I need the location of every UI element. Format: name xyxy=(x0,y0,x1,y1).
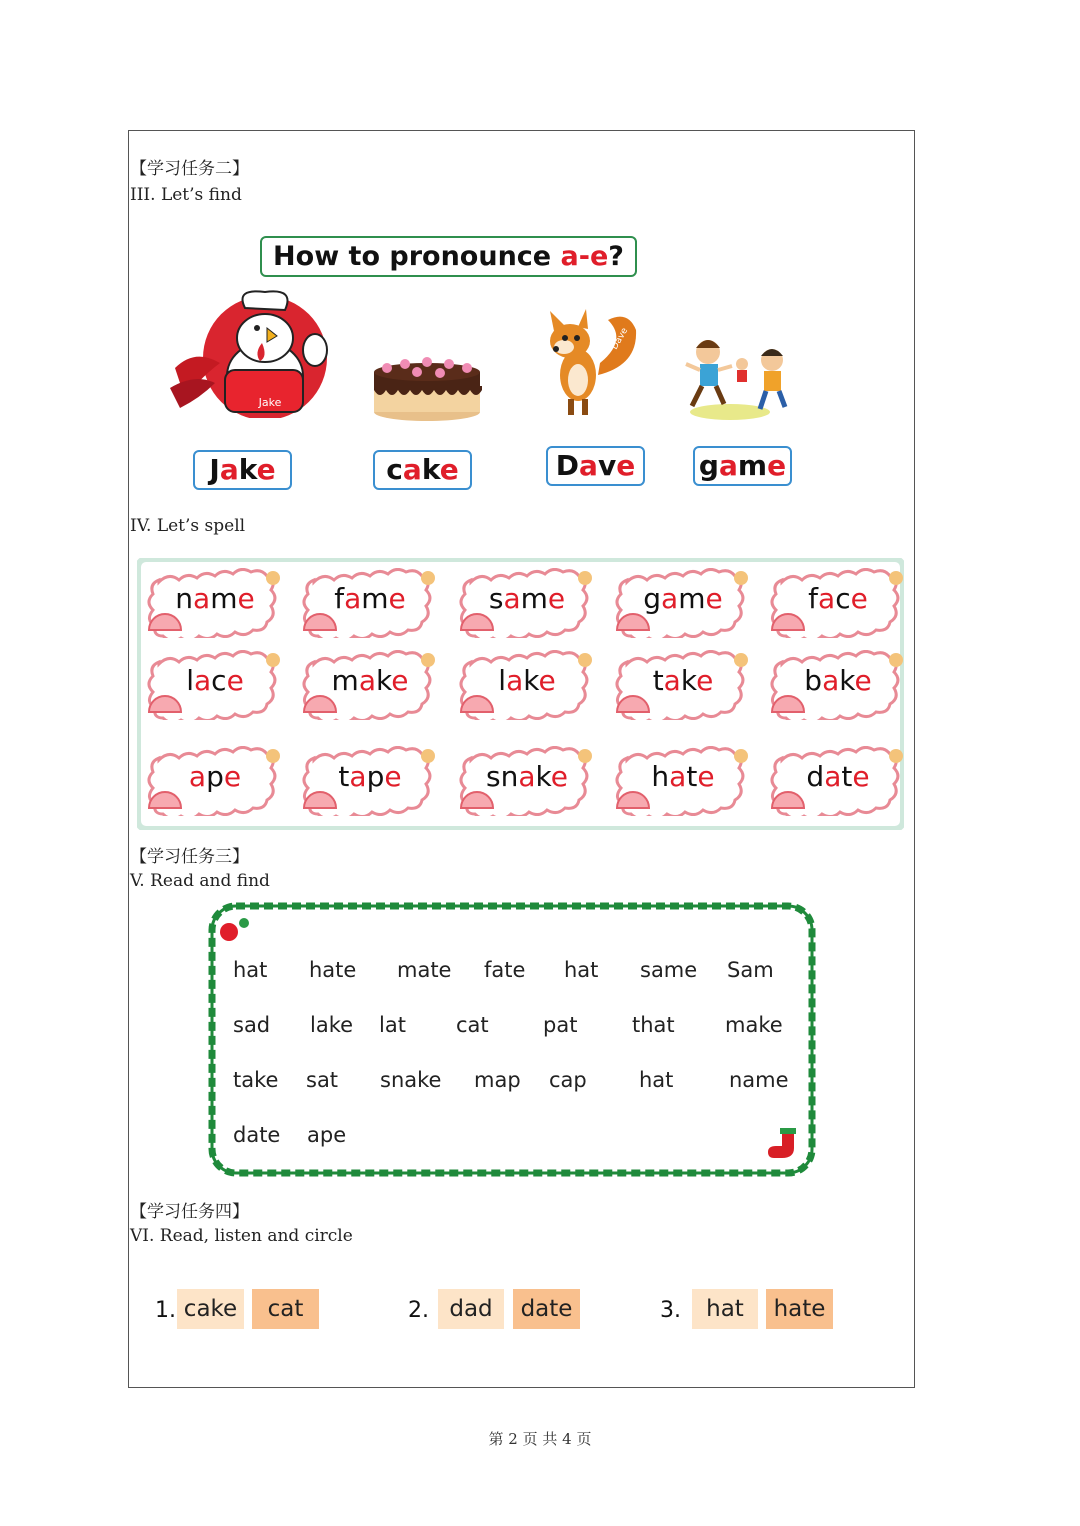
task2-heading: 【学习任务二】 xyxy=(130,159,249,179)
spell-letter: k xyxy=(376,664,392,697)
read-find-word[interactable]: mate xyxy=(397,958,452,982)
spell-letter: m xyxy=(361,582,389,615)
spell-letter-highlight: a xyxy=(506,664,524,697)
spell-letter-highlight: e xyxy=(850,582,868,615)
spell-letter: m xyxy=(210,582,238,615)
read-find-word[interactable]: cap xyxy=(549,1068,587,1092)
spell-letter-highlight: e xyxy=(696,664,714,697)
spell-word xyxy=(300,664,440,697)
circle-item-2-number: 2. xyxy=(408,1298,429,1323)
spell-letter-highlight: a xyxy=(344,582,362,615)
spell-letter-highlight: a xyxy=(822,664,840,697)
spell-letter-highlight: e xyxy=(705,582,723,615)
spell-word-card xyxy=(768,568,908,638)
spell-letter: c xyxy=(211,664,227,697)
read-find-word[interactable]: hat xyxy=(564,958,599,982)
read-find-word[interactable]: lake xyxy=(310,1013,354,1037)
rooster-chef-picture xyxy=(165,288,335,418)
spell-letter-highlight: e xyxy=(237,582,255,615)
name-part: k xyxy=(421,453,440,486)
spell-word xyxy=(457,664,597,697)
read-find-word[interactable]: name xyxy=(729,1068,789,1092)
circle-item-3-word-a[interactable]: hat xyxy=(692,1289,758,1329)
page-footer: 第 2 页 共 4 页 xyxy=(488,1430,592,1448)
spell-letter-highlight: a xyxy=(358,664,376,697)
spell-letter: s xyxy=(488,582,504,615)
name-part-highlight: e xyxy=(767,449,787,482)
read-find-word[interactable]: fate xyxy=(484,958,526,982)
namebox-dave xyxy=(546,446,645,486)
spell-letter: l xyxy=(186,664,194,697)
spell-word-card xyxy=(613,746,753,816)
spell-word-card xyxy=(613,568,753,638)
spell-word xyxy=(768,760,908,793)
circle-item-2-word-b[interactable]: date xyxy=(513,1289,580,1329)
spell-word-card xyxy=(145,650,285,720)
spell-word xyxy=(768,664,908,697)
read-find-word[interactable]: sat xyxy=(306,1068,339,1092)
spell-area xyxy=(137,558,904,830)
section3-heading: III. Let’s find xyxy=(130,185,242,205)
circle-item-3-word-b[interactable]: hate xyxy=(766,1289,833,1329)
spell-letter: t xyxy=(652,664,664,697)
spell-word-card xyxy=(300,650,440,720)
spell-letter: m xyxy=(331,664,359,697)
spell-letter: sn xyxy=(486,760,519,793)
spell-letter: c xyxy=(835,582,851,615)
read-find-word[interactable]: date xyxy=(233,1123,281,1147)
spell-letter: k xyxy=(535,760,551,793)
name-part: v xyxy=(597,449,617,482)
spell-word xyxy=(300,760,440,793)
find-title-end: ? xyxy=(608,241,624,272)
read-find-word[interactable]: lat xyxy=(379,1013,406,1037)
cake-picture xyxy=(372,350,482,422)
namebox-cake xyxy=(373,450,472,490)
name-part-highlight: e xyxy=(616,449,636,482)
fox-tail-text: Dave xyxy=(609,326,631,352)
circle-item-1-word-a[interactable]: cake xyxy=(177,1289,244,1329)
namebox-game xyxy=(693,446,792,486)
spell-letter-highlight: e xyxy=(852,760,870,793)
spell-letter: k xyxy=(680,664,697,697)
spell-letter-highlight: e xyxy=(388,582,406,615)
spell-letter-highlight: a xyxy=(663,664,681,697)
spell-letter-highlight: e xyxy=(550,760,568,793)
read-find-word[interactable]: make xyxy=(725,1013,783,1037)
circle-item-3-number: 3. xyxy=(660,1298,681,1323)
spell-word-card xyxy=(768,650,908,720)
spell-letter-highlight: a xyxy=(818,582,836,615)
spell-word xyxy=(613,664,753,697)
spell-letter-highlight: e xyxy=(538,664,556,697)
spell-word-card xyxy=(457,650,597,720)
spell-letter: h xyxy=(651,760,670,793)
spell-word-card xyxy=(613,650,753,720)
spell-letter: m xyxy=(520,582,548,615)
read-find-word[interactable]: take xyxy=(233,1068,279,1092)
spell-word-card xyxy=(457,568,597,638)
name-part: k xyxy=(238,453,257,486)
spell-letter-highlight: a xyxy=(661,582,679,615)
spell-word xyxy=(613,582,753,615)
find-title-text: How to pronounce xyxy=(273,241,561,272)
spell-letter-highlight: a xyxy=(188,760,207,793)
name-part: J xyxy=(209,453,220,486)
spell-word-card xyxy=(457,746,597,816)
spell-letter: n xyxy=(175,582,194,615)
spell-letter-highlight: a xyxy=(193,582,211,615)
circle-item-1-word-b[interactable]: cat xyxy=(252,1289,319,1329)
read-find-word[interactable]: hat xyxy=(233,958,268,982)
spell-letter-highlight: e xyxy=(854,664,872,697)
spell-word xyxy=(145,582,285,615)
name-part-highlight: e xyxy=(439,453,459,486)
read-find-word[interactable]: sad xyxy=(233,1013,271,1037)
spell-word xyxy=(613,760,753,793)
spell-letter: k xyxy=(523,664,539,697)
read-find-word[interactable]: Sam xyxy=(727,958,774,982)
name-part-highlight: a xyxy=(219,453,239,486)
name-part: D xyxy=(555,449,580,482)
spell-word xyxy=(300,582,440,615)
spell-letter: g xyxy=(643,582,662,615)
spell-letter: p xyxy=(206,760,224,793)
name-part-highlight: a xyxy=(579,449,598,482)
read-find-word[interactable]: that xyxy=(632,1013,675,1037)
spell-word-card xyxy=(300,568,440,638)
read-find-word[interactable]: map xyxy=(474,1068,521,1092)
spell-letter-highlight: e xyxy=(384,760,402,793)
spell-word xyxy=(457,582,597,615)
spell-letter-highlight: a xyxy=(503,582,521,615)
task4-heading: 【学习任务四】 xyxy=(130,1202,249,1222)
read-find-word[interactable]: hat xyxy=(639,1068,674,1092)
section5-heading: V. Read and find xyxy=(130,871,270,891)
read-find-word[interactable]: same xyxy=(640,958,698,982)
spell-letter: k xyxy=(839,664,855,697)
read-find-word[interactable]: snake xyxy=(380,1068,442,1092)
spell-letter-highlight: a xyxy=(193,664,212,697)
spell-letter: b xyxy=(804,664,823,697)
kids-game-picture xyxy=(680,330,798,422)
spell-letter: t xyxy=(841,760,853,793)
spell-word xyxy=(145,760,285,793)
circle-item-2-word-a[interactable]: dad xyxy=(438,1289,504,1329)
spell-word-card xyxy=(145,568,285,638)
spell-letter: t xyxy=(686,760,698,793)
find-title-highlight: a-e xyxy=(560,241,609,272)
spell-letter-highlight: e xyxy=(223,760,242,793)
spell-word xyxy=(145,664,285,697)
find-title xyxy=(260,236,637,277)
spell-letter-highlight: e xyxy=(697,760,715,793)
spell-letter-highlight: e xyxy=(547,582,566,615)
spell-letter: p xyxy=(366,760,385,793)
spell-word xyxy=(768,582,908,615)
read-find-word[interactable]: hate xyxy=(309,958,357,982)
read-find-word[interactable]: ape xyxy=(307,1123,347,1147)
spell-word-card xyxy=(300,746,440,816)
task3-heading: 【学习任务三】 xyxy=(130,847,249,867)
name-part: g xyxy=(698,449,719,482)
spell-word-card xyxy=(145,746,285,816)
section4-heading: IV. Let’s spell xyxy=(130,516,246,536)
spell-letter-highlight: a xyxy=(824,760,842,793)
spell-letter-highlight: a xyxy=(518,760,536,793)
spell-word xyxy=(457,760,597,793)
spell-letter: t xyxy=(338,760,350,793)
read-find-word[interactable]: cat xyxy=(456,1013,489,1037)
spell-letter: f xyxy=(808,582,819,615)
spell-letter-highlight: a xyxy=(669,760,687,793)
spell-letter-highlight: e xyxy=(226,664,244,697)
rooster-badge-text: Jake xyxy=(258,396,282,409)
read-find-word[interactable]: pat xyxy=(543,1013,578,1037)
spell-letter: m xyxy=(678,582,706,615)
spell-letter: l xyxy=(498,664,507,697)
namebox-jake xyxy=(193,450,292,490)
wavy-border xyxy=(204,898,820,1181)
spell-letter: d xyxy=(806,760,825,793)
spell-word-card xyxy=(768,746,908,816)
name-part-highlight: e xyxy=(256,453,276,486)
name-part: m xyxy=(737,449,768,482)
read-find-box xyxy=(204,898,820,1181)
fox-dave-picture xyxy=(538,305,648,420)
spell-letter: f xyxy=(334,582,345,615)
spell-letter-highlight: a xyxy=(349,760,367,793)
circle-item-1-number: 1. xyxy=(155,1298,176,1323)
spell-letter-highlight: e xyxy=(391,664,409,697)
section6-heading: VI. Read, listen and circle xyxy=(130,1226,353,1246)
name-part-highlight: a xyxy=(718,449,738,482)
name-part-highlight: a xyxy=(402,453,422,486)
name-part: c xyxy=(386,453,403,486)
